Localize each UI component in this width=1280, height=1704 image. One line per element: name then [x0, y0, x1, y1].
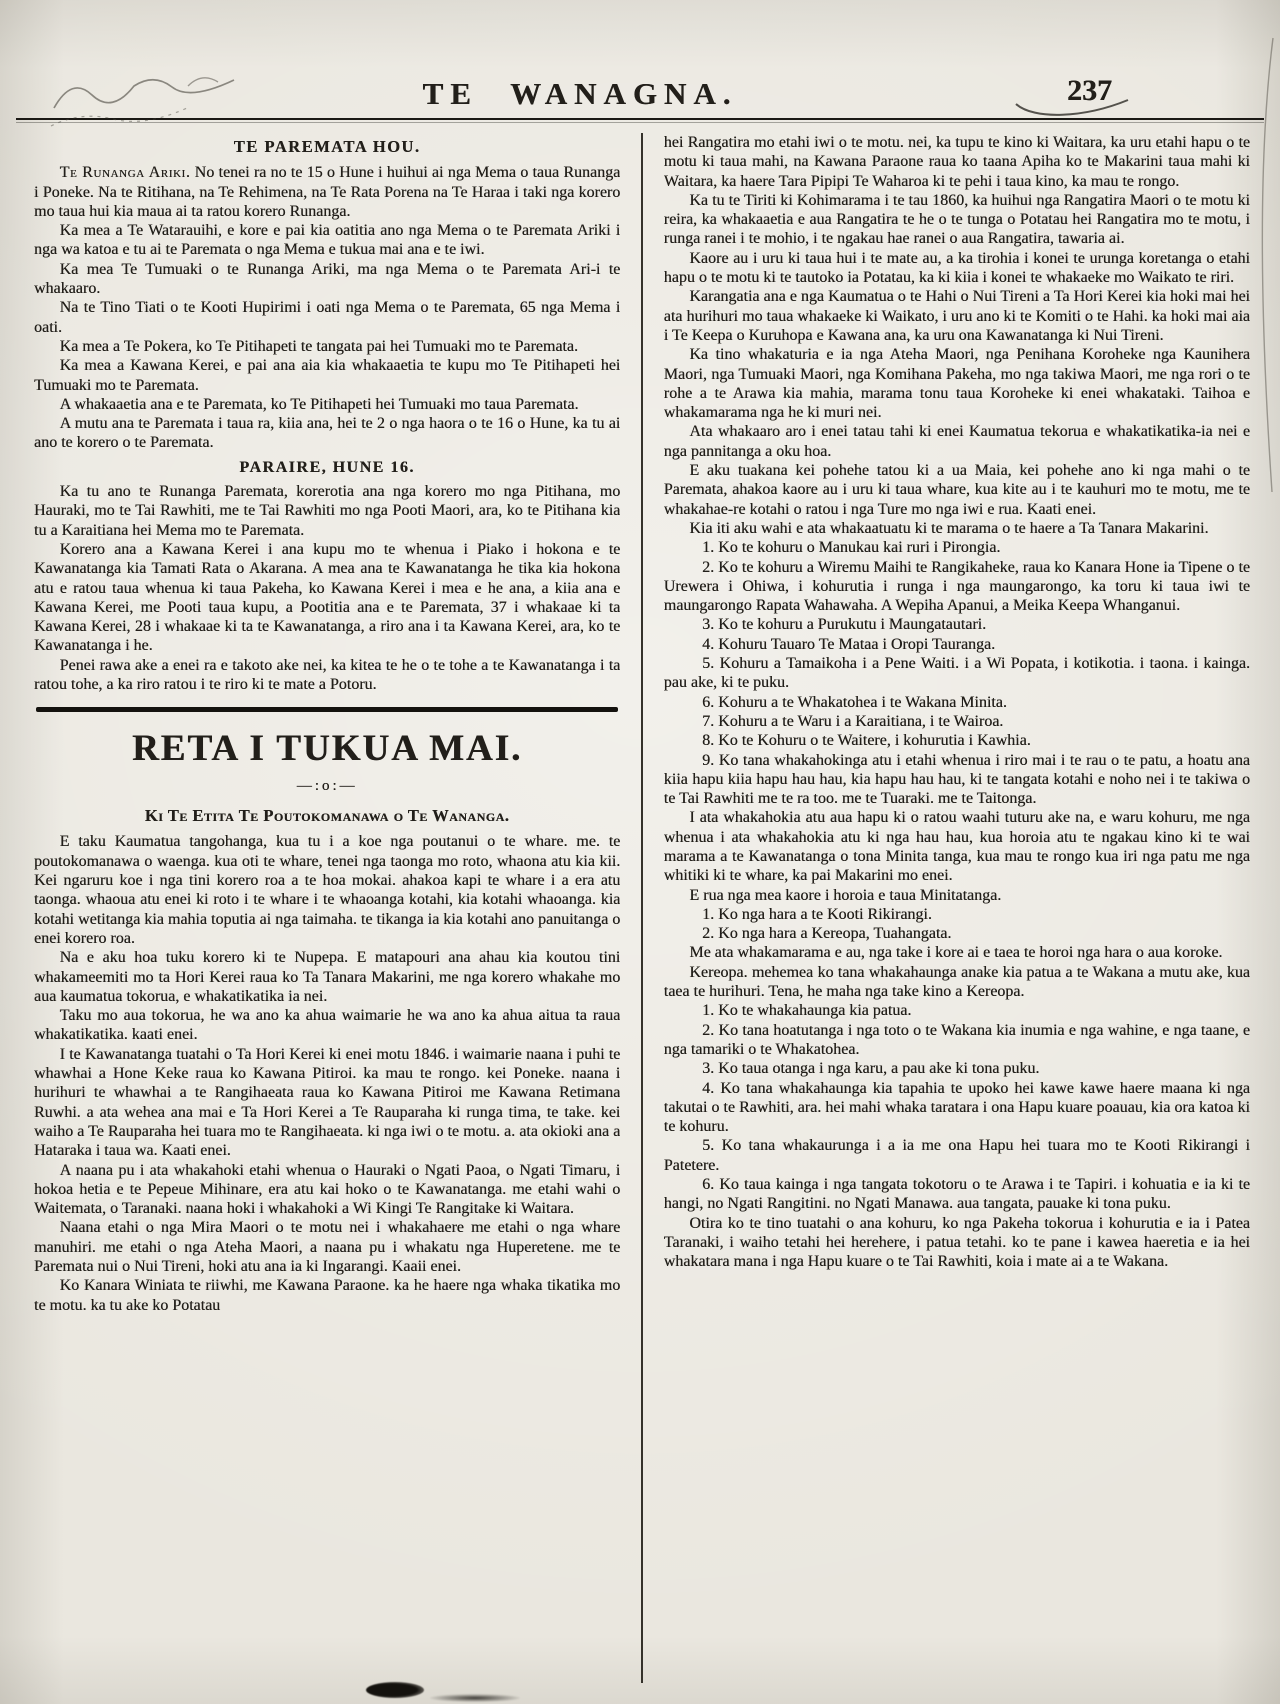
left-paragraph-10: Ka tu ano te Runanga Paremata, korerotia ana nga korero mo nga Pitihana, mo Hauraki, mo te Tai Rawhiti, me te Tai Rawhiti mo nga Pooti Maori, ara, ko te Pitihana kia tu a Karaitiana hei Mema mo te Paremata.	[34, 483, 621, 539]
newspaper-title: TE WANAGNA.	[422, 76, 738, 111]
right-paragraph-noindent-0: hei Rangatira mo etahi iwi o te motu. nei, ka tupu te kino ki Waitara, ka uru etahi hapu o te motu ki taua mahi, na Kawana Paraone raua ko taana Apiha ko te Makarini taua mahi ki Waitara, ka haere Tara Pipipi Te Waharoa ki te pehi i taua kino, ka mau te rongo.	[663, 134, 1250, 190]
column-divider	[641, 133, 643, 1683]
right-paragraph-4: Ka tino whakaturia e ia nga Ateha Maori, nga Penihana Koroheke nga Kaunihera Maori, nga Tumuaki Maori, nga Komihana Pakeha, mo nga takiwa Maori, me nga rori o te rohe a te Arawa kia mahia, marama tonu taua Koroheke ki enei whakataki. Taihoa e whakamarama nga he ki muri nei.	[663, 346, 1250, 422]
left-paragraph-22: Naana etahi o nga Mira Maori o te motu nei i whakahaere me etahi o nga whare manuhiri. me etahi o nga Ateha Maori, a naana pu i whakatu nga Huperetene. me te Paremata nui o Nui Tireni, hoki atu ana ia ki Ingarangi. Kaaii enei.	[34, 1219, 621, 1275]
left-subheading-9: PARAIRE, HUNE 16.	[239, 458, 415, 476]
left-paragraph-7: A whakaaetia ana e te Paremata, ko Te Pitihapeti hei Tumuaki mo taua Paremata.	[59, 395, 579, 413]
ink-smudge	[366, 1682, 424, 1698]
right-list-item-27: 5. Ko tana whakaurunga i a ia me ona Hapu hei tuara mo te Kooti Rikirangi i Patetere.	[663, 1137, 1250, 1174]
left-paragraph-23: Ko Kanara Winiata te riiwhi, me Kawana Paraone. ka he haere nga whaka tikatika mo te motu. ka tu ake ko Potatau	[34, 1277, 621, 1314]
left-column	[34, 133, 620, 1683]
paragraph-lead: Te Runanga Ariki.	[59, 164, 191, 182]
right-list-item-24: 2. Ko tana hoatutanga i nga toto o te Wakana kia inumia e nga wahine, e nga taane, e nga tamariki o te Whakatohea.	[663, 1021, 1250, 1058]
left-paragraph-3: Ka mea Te Tumuaki o te Runanga Ariki, ma nga Mema o te Paremata Ari-i te whakaaro.	[34, 260, 621, 298]
left-paragraph-4: Na te Tino Tiati o te Kooti Hupirimi i oati nga Mema o te Paremata, 65 nga Mema i oati.	[34, 299, 621, 336]
left-paragraph-2: Ka mea a Te Watarauihi, e kore e pai kia oatitia ano nga Mema o te Paremata Ariki i nga wa katoa e tu ai te Paremata o nga Mema e tukua mai ana e te iwi.	[34, 222, 621, 259]
right-paragraph-17: I ata whakahokia atu aua hapu ki o ratou waahi tuturu ake na, e waru kohuru, me nga whenua i ata whakahokia atu ki nga hau hau, kua horoia atu te ngakau kino ki te wai marama a te Kawanatanga o tona Minita tanga, kua mau te rongo kua iri nga patu me nga whitiki ki te whare, ka pai Makarini mo enei.	[663, 809, 1250, 885]
left-paragraph-5: Ka mea a Te Pokera, ko Te Pitihapeti te tangata pai hei Tumuaki mo te Paremata.	[59, 337, 578, 355]
right-paragraph-18: E rua nga mea kaore i horoia e taua Minitatanga.	[689, 886, 1002, 904]
ink-smudge-faint	[430, 1694, 520, 1702]
right-list-item-9: 2. Ko te kohuru a Wiremu Maihi te Rangikaheke, raua ko Kanara Hone ia Tipene o te Urewera i Ohiwa, i kohurutia i runga i nga maungarongo, ka toru ki taua iwi te maungarongo Rapata Wahawaha. A Wepiha Apanui, a Meika Keepa Whanganui.	[663, 558, 1250, 615]
left-separator-15: —:o:—	[296, 777, 358, 794]
left-paragraph-6: Ka mea a Kawana Kerei, e pai ana aia kia whakaaetia te kupu mo Te Pitihapeti hei Tumuaki mo te Paremata.	[34, 357, 621, 394]
right-list-item-20: 2. Ko nga hara a Kereopa, Tuahangata.	[702, 925, 952, 943]
left-paragraph-11: Korero ana a Kawana Kerei i ana kupu mo te whenua i Piako i hokona e te Kawanatanga kia Tamati Rata o Akarana. A mea ana te Kawanatanga he tika kia hokona atu e ratou taua whenua ki taua Pakeha, ko Kawana Kerei i mea e he ana, a kiia ana e Kawana Kerei, me Pooti taua kupu, a Pootitia ana e te Paremata, 37 i whakaae ki ta Kawana Kerei, 28 i whakaae ki ta te Kawanatanga, a riro ana i ta Kawana Kerei, ara, ko te Kawanatanga i he.	[34, 540, 621, 655]
right-list-item-16: 9. Ko tana whakahokinga atu i etahi whenua i riro mai i te rau o te patu, a hoatu ana kiia hapu kiia hapu hau hau, kia hapu hau hau, ki te tangata kotahi e noho nei i te takiwa o te Tai Rawhiti me te ra too. me te Tuaraki. me te Taitonga.	[663, 751, 1250, 808]
right-list-item-23: 1. Ko te whakahaunga kia patua.	[702, 1002, 912, 1020]
left-paragraph-21: A naana pu i ata whakahoki etahi whenua o Hauraki o Ngati Paoa, o Ngati Timaru, i hokoa hetia e te Pepeue Mihinare, era atu kai hoko o te Kawanatanga. me etahi wahi o Waitemata, o Taranaki. naana hoki i whakahoki a Wi Kingi Te Rangitake ki Waitara.	[34, 1161, 621, 1218]
right-list-item-25: 3. Ko taua otanga i nga karu, a pau ake ki tona puku.	[702, 1060, 1040, 1078]
article-columns	[0, 123, 1280, 1683]
right-paragraph-7: Kia iti aku wahi e ata whakaatuatu ki te marama o te haere a Ta Tanara Makarini.	[689, 519, 1209, 537]
right-paragraph-3: Karangatia ana e nga Kaumatua o te Hahi o Nui Tireni a Ta Hori Kerei kia hoki mai hei ata hurihuri mo taua whakaeke ki Waikato, i uru ano ki te Komiti o te Hahi. ka hoki mai aia i Te Keepa o Kuruhopa e Kawana ana, ka uru ona Kawanatanga ki Nui Tireni.	[663, 288, 1250, 344]
right-list-item-12: 5. Kohuru a Tamaikoha i a Pene Waiti. i a Wi Popata, i kotikotia. i taona. i kainga. pau ake, ki te puku.	[663, 655, 1250, 692]
right-list-item-28: 6. Ko taua kainga i nga tangata tokotoru o te Arawa i te Tapiri. i kohuatia e ia ki te hangi, no Ngati Rangitini. no Ngati Manawa. aua tangata, pauake ki tona puku.	[663, 1176, 1250, 1213]
page-number: 237	[1067, 74, 1112, 107]
left-paragraph-19: Taku mo aua tokorua, he wa ano ka ahua waimarie he wa ano ka ahua aitua ta raua whakatikatika. kaati enei.	[34, 1007, 621, 1044]
left-paragraph-20: I te Kawanatanga tuatahi o Ta Hori Kerei ki enei motu 1846. i waimarie naana i puhi te whawhai a Hone Keke raua ko Kawana Pitiroi. ka mau te rongo. kei Poneke. naana i hurihuri te whawhai a te Rangihaeata raua ko Kawana Pitiroi me Kawana Retimana Ruwhi. a ata wehea ana mai e Ta Hori Kerei a Te Rauparaha ki runga tima, te take. kei waiho a Te Rauparaha hei tuara mo te Rangihaeata. ki nga iwi o te motu. a. ata okioki ana a Hataraka i taua wa. Kaati enei.	[34, 1045, 621, 1160]
right-paragraph-21: Me ata whakamarama e au, nga take i kore ai e taea te horoi nga hara o aua koroke.	[689, 944, 1223, 962]
left-paragraph-8: A mutu ana te Paremata i taua ra, kiia ana, hei te 2 o nga haora o te 16 o Hune, ka tu ai ano te korero o te Paremata.	[34, 415, 621, 452]
right-list-item-26: 4. Ko tana whakahaunga kia tapahia te upoko hei kawe kawe haere maana ki nga takutai o te Rawhiti, ara. hei mahi whaka taratara i ona Hapu kuare poauau, kia ora katoa ki te kohuru.	[663, 1079, 1250, 1136]
right-list-item-15: 8. Ko te Kohuru o te Waitere, i kohurutia i Kawhia.	[702, 732, 1031, 750]
right-list-item-8: 1. Ko te kohuru o Manukau kai ruri i Pirongia.	[702, 539, 1001, 557]
right-list-item-14: 7. Kohuru a te Waru i a Karaitiana, i te Wairoa.	[702, 712, 1004, 730]
right-paragraph-5: Ata whakaaro aro i enei tatau tahi ki enei Kaumatua tekorua e whakatikatika-ia nei e nga pannitanga a oku hoa.	[663, 423, 1250, 460]
left-rule-13	[36, 707, 618, 712]
right-list-item-10: 3. Ko te kohuru a Purukutu i Maungatautari.	[702, 616, 987, 634]
left-paragraph-17: E taku Kaumatua tangohanga, kua tu i a koe nga poutanui o te whare. me. te poutokomanawa o waenga. kua oti te whare, tenei nga taonga mo roto, whaona atu kia kii. Kei ngaruru koe i nga tini korero roa a te hoa mokai. ahakoa kapi te whare i a era atu taonga. whaoua atu enei ki roto i te whare i te whaoanga kotahi, kia kotahi whaoanga. kia kotahi wetitanga kia mahia toputia ai nga taimaha. te tikanga ia kia kotahi ano panuitanga o enei korero roa.	[34, 833, 621, 947]
right-list-item-13: 6. Kohuru a te Whakatohea i te Wakana Minita.	[702, 693, 1007, 711]
left-paragraph-18: Na e aku hoa tuku korero ki te Nupepa. E matapouri ana ahau kia koutou tini whakameemiti mo ta Hori Kerei raua ko Ta Tanara Makarini, me nga korero whakahe mo aua kaumatua tokorua, e whakatikatika ia nei.	[34, 949, 621, 1005]
right-list-item-19: 1. Ko nga hara a te Kooti Rikirangi.	[702, 905, 932, 923]
right-paragraph-1: Ka tu te Tiriti ki Kohimarama i te tau 1860, ka huihui nga Rangatira Maori o te motu ki reira, ka whakaaetia e aua Rangatira te he o te tunga o Potatau hei Rangatira mo te motu, i runga ranei i te mohio, i te ngakau hae ranei o aua Rangatira, tawaria ai.	[663, 191, 1250, 248]
left-paragraph-1: Te Runanga Ariki. No tenei ra no te 15 o Hune i huihui ai nga Mema o taua Runanga i Poneke. Na te Ritihana, na Te Rehimena, na Te Rata Porena na Te Haraa i taki nga korero mo taua hui kia maua ai ta ratou korero Runanga.	[34, 164, 621, 220]
right-column	[664, 133, 1250, 1683]
right-paragraph-22: Kereopa. mehemea ko tana whakahaunga anake kia patua a te Wakana a mutu ake, kua taea te hurihuri. Tena, he maha nga take kino a Kereopa.	[663, 963, 1250, 1001]
right-paragraph-29: Otira ko te tino tuatahi o ana kohuru, ko nga Pakeha tokorua i kohurutia e ia i Patea Taranaki, i waiho tetahi hei herehere, i patua tetahi. ko te pane i kawea haeretia e ia hei whakatara mana i nga Hapu kuare o te Tai Rawhiti, koia i mate ai a te Wakana.	[663, 1214, 1250, 1271]
right-paragraph-6: E aku tuakana kei pohehe tatou ki a ua Maia, kei pohehe ano ki nga mahi o te Paremata, ahakoa kaore au i uru ki taua whare, kua kite au i te kauhuri mo te motu, me te whakahae-re kotahi o ratou i nga Ture mo nga iwi e rua. Kaati enei.	[663, 462, 1250, 518]
masthead	[0, 0, 1280, 118]
right-paragraph-2: Kaore au i uru ki taua hui i te mate au, a ka tirohia i konei te urunga koretanga o etahi hapu o te motu ki te tautoko ia Potatau, ka ki kiia i konei te whakaeke mo Waikato te riri.	[663, 249, 1250, 287]
left-heading-0: TE PAREMATA HOU.	[233, 137, 421, 156]
left-smallcaps-heading-16: Ki Te Etita Te Poutokomanawa o Te Wananga.	[144, 806, 510, 826]
page-number-flourish	[1012, 98, 1132, 122]
left-big-heading-14: RETA I TUKUA MAI.	[131, 728, 523, 770]
right-list-item-11: 4. Kohuru Tauaro Te Mataa i Oropi Tauranga.	[702, 635, 996, 653]
left-paragraph-12: Penei rawa ake a enei ra e takoto ake nei, ka kitea te he o te tohe a te Kawanatanga i ta ratou tohe, a ka riro ratou i te riro ki te mate a Potoru.	[34, 656, 621, 694]
